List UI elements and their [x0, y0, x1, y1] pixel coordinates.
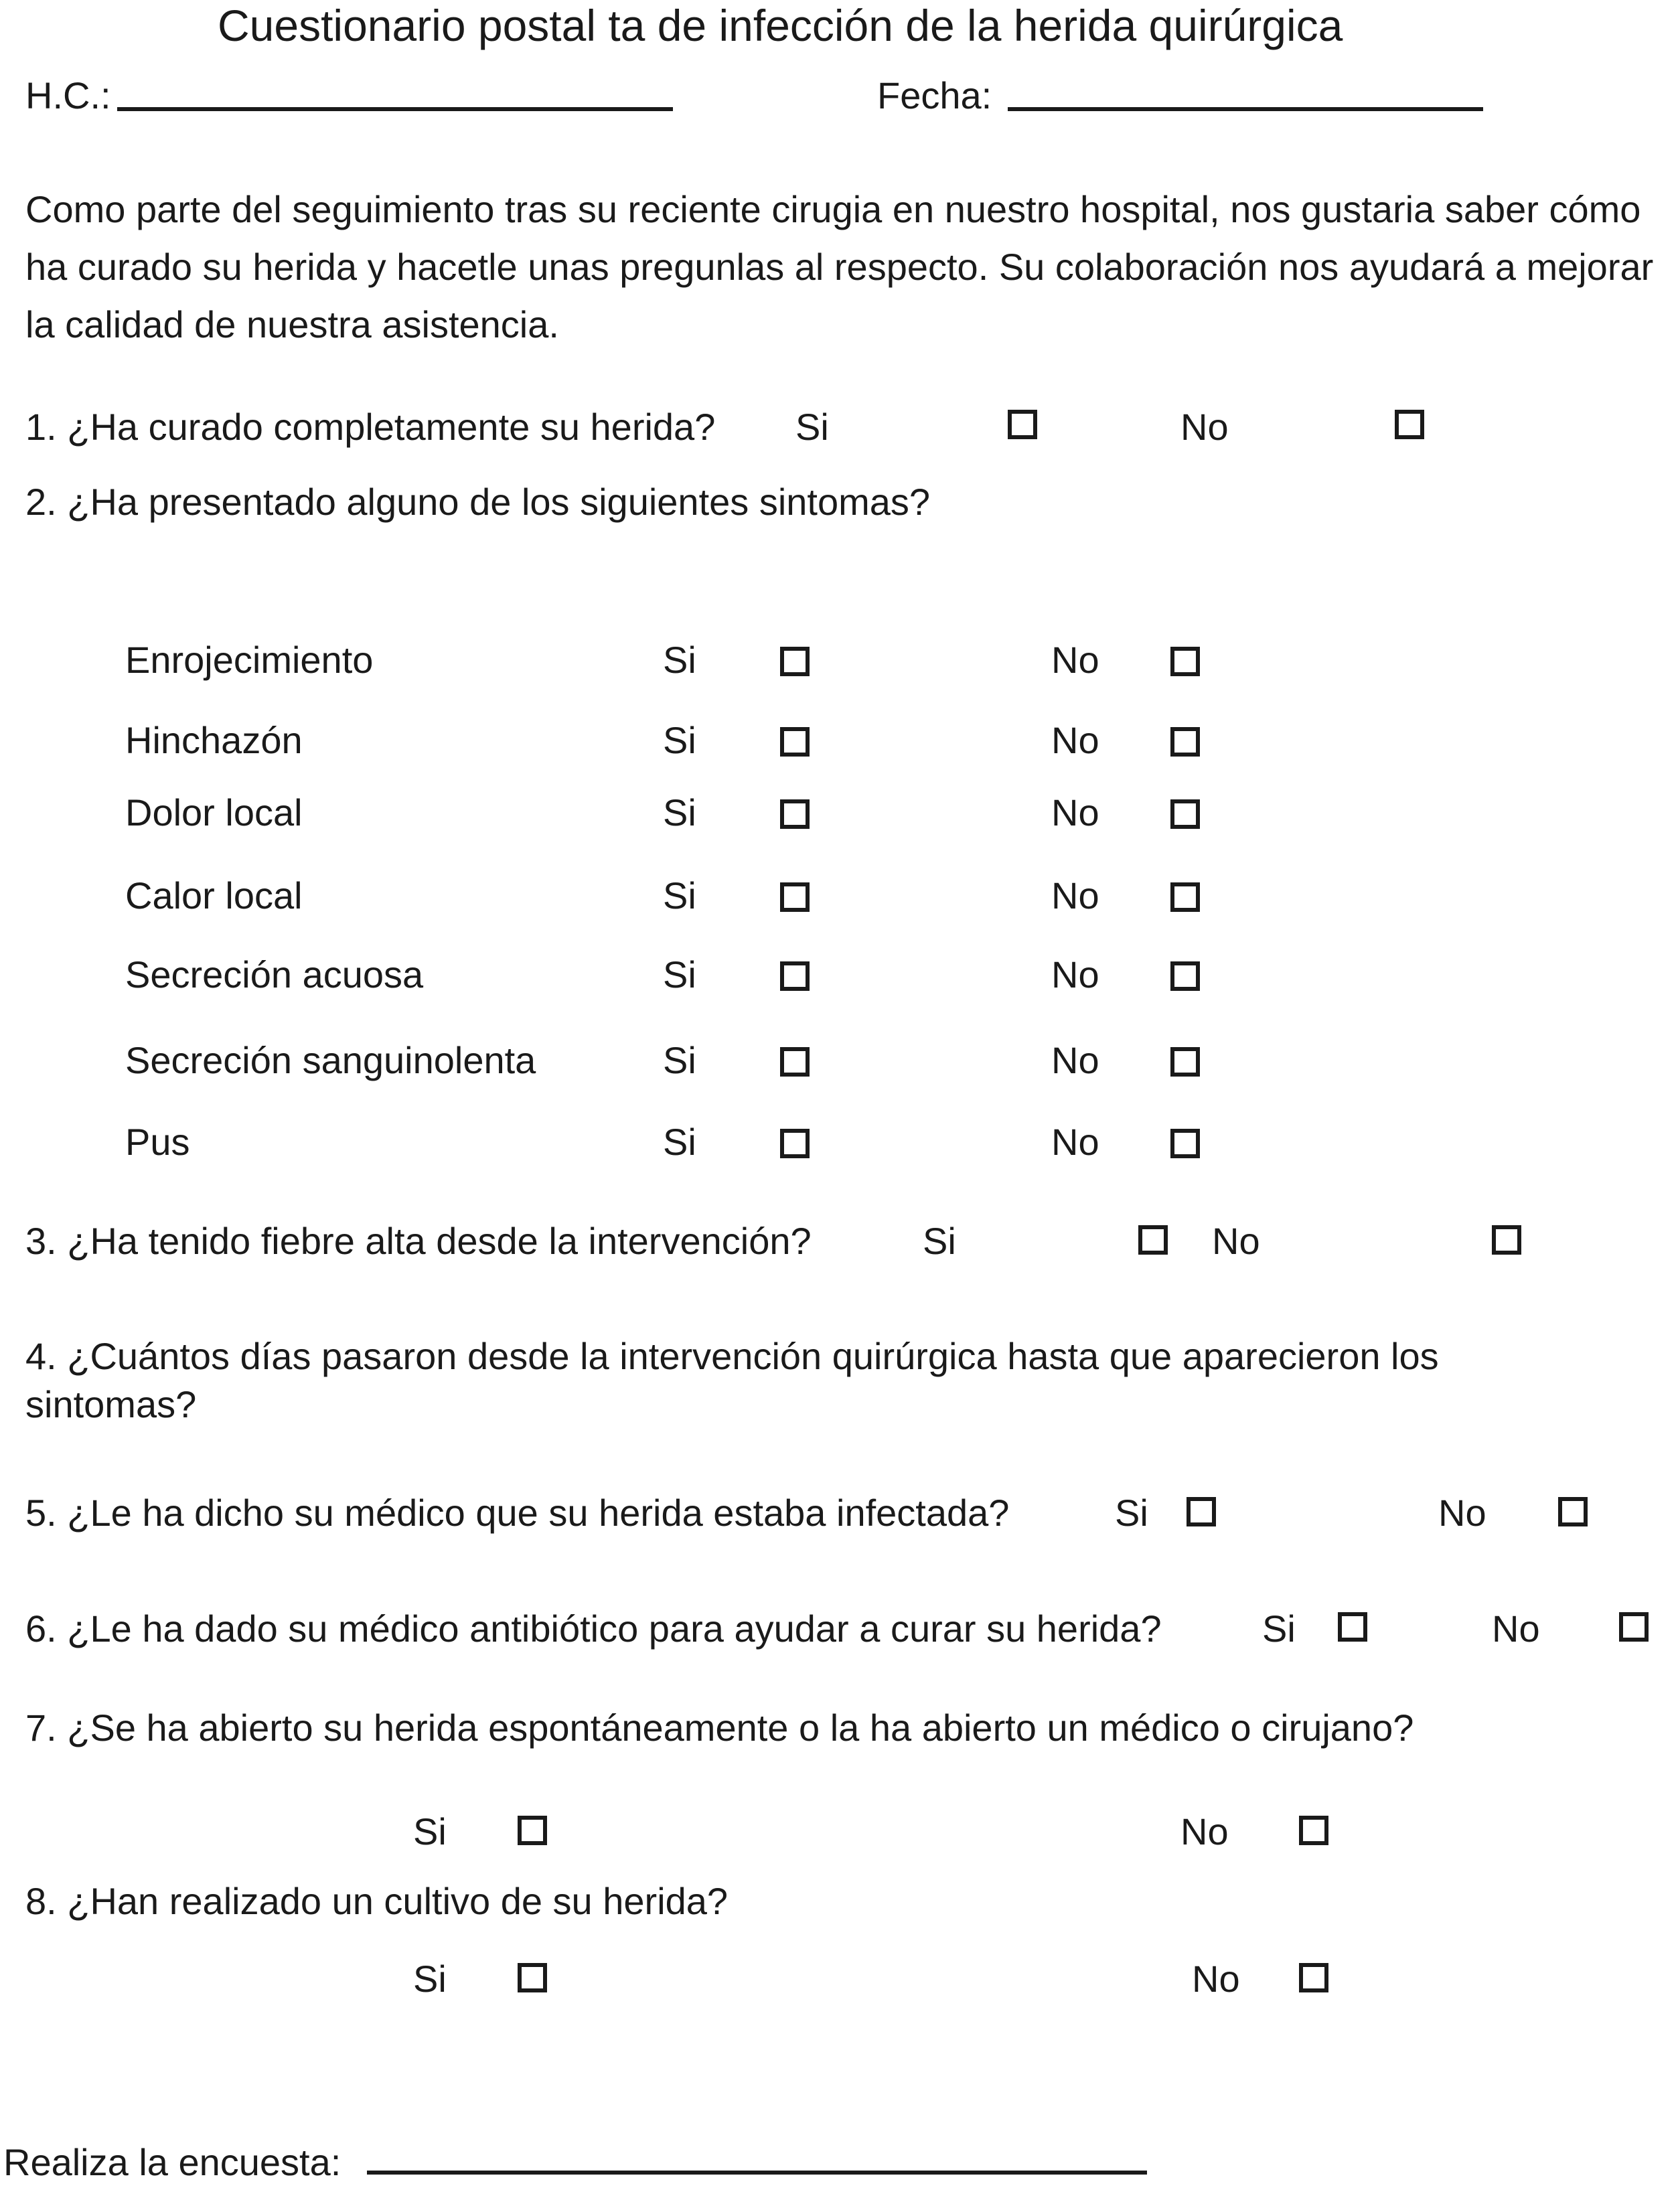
q1-si-checkbox[interactable] [1008, 410, 1037, 439]
question-3: 3. ¿Ha tenido fiebre alta desde la intervención? [25, 1220, 812, 1262]
q8-si-checkbox[interactable] [518, 1963, 547, 1992]
question-7: 7. ¿Se ha abierto su herida espontáneamente o la ha abierto un médico o cirujano? [25, 1707, 1414, 1749]
symptom-label: Pus [125, 1121, 190, 1163]
symptom-label: Secreción acuosa [125, 953, 424, 996]
symptom-si-checkbox[interactable] [780, 647, 810, 676]
question-1: 1. ¿Ha curado completamente su herida? [25, 406, 716, 448]
q6-si-label: Si [1262, 1607, 1296, 1650]
symptom-si-label: Si [663, 953, 696, 996]
realiza-field[interactable] [367, 2171, 1147, 2175]
symptom-no-checkbox[interactable] [1170, 799, 1200, 829]
symptom-si-checkbox[interactable] [780, 727, 810, 757]
symptom-no-checkbox[interactable] [1170, 647, 1200, 676]
symptom-si-label: Si [663, 1121, 696, 1163]
q8-no-checkbox[interactable] [1299, 1963, 1328, 1992]
symptom-si-label: Si [663, 874, 696, 917]
realiza-label: Realiza la encuesta: [3, 2141, 341, 2183]
symptom-no-checkbox[interactable] [1170, 961, 1200, 991]
q5-si-label: Si [1115, 1492, 1148, 1534]
symptom-no-label: No [1051, 791, 1099, 834]
q7-no-label: No [1180, 1810, 1229, 1853]
question-6: 6. ¿Le ha dado su médico antibiótico para ayudar a curar su herida? [25, 1607, 1162, 1650]
symptom-si-label: Si [663, 1039, 696, 1081]
symptom-label: Hinchazón [125, 719, 303, 761]
fecha-field[interactable] [1008, 107, 1483, 111]
q5-no-checkbox[interactable] [1558, 1497, 1588, 1526]
page-title: Cuestionario postal ta de infección de la herida quirúrgica [218, 1, 1343, 50]
question-8: 8. ¿Han realizado un cultivo de su herida? [25, 1880, 729, 1922]
q6-no-checkbox[interactable] [1619, 1612, 1649, 1642]
q5-si-checkbox[interactable] [1187, 1497, 1216, 1526]
q1-no-checkbox[interactable] [1395, 410, 1424, 439]
q3-no-label: No [1212, 1220, 1260, 1262]
q6-no-label: No [1492, 1607, 1540, 1650]
question-5: 5. ¿Le ha dicho su médico que su herida estaba infectada? [25, 1492, 1010, 1534]
q8-si-label: Si [413, 1958, 447, 2000]
q7-si-checkbox[interactable] [518, 1816, 547, 1845]
symptom-no-label: No [1051, 1039, 1099, 1081]
q6-si-checkbox[interactable] [1338, 1612, 1367, 1642]
symptom-no-label: No [1051, 719, 1099, 761]
symptom-si-label: Si [663, 791, 696, 834]
question-4: 4. ¿Cuántos días pasaron desde la intervención quirúrgica hasta que aparecieron los sintomas? [25, 1335, 1439, 1425]
symptom-no-label: No [1051, 874, 1099, 917]
q7-si-label: Si [413, 1810, 447, 1853]
symptom-no-label: No [1051, 953, 1099, 996]
symptom-si-label: Si [663, 719, 696, 761]
symptom-si-checkbox[interactable] [780, 1047, 810, 1077]
intro-paragraph: Como parte del seguimiento tras su reciente cirugia en nuestro hospital, nos gustaria saber cómo ha curado su herida y hacetle unas pregunlas al respecto. Su colaboración nos ayudará a mejorar la calidad de nuestra asistencia. [25, 188, 1654, 345]
q8-no-label: No [1192, 1958, 1240, 2000]
q1-no-label: No [1180, 406, 1229, 448]
symptom-label: Calor local [125, 874, 303, 917]
q3-si-checkbox[interactable] [1138, 1225, 1168, 1255]
symptom-si-label: Si [663, 639, 696, 681]
symptom-no-checkbox[interactable] [1170, 727, 1200, 757]
question-2: 2. ¿Ha presentado alguno de los siguientes sintomas? [25, 481, 931, 523]
q7-no-checkbox[interactable] [1299, 1816, 1328, 1845]
symptom-si-checkbox[interactable] [780, 882, 810, 912]
symptom-si-checkbox[interactable] [780, 799, 810, 829]
symptom-no-checkbox[interactable] [1170, 1129, 1200, 1158]
hc-field[interactable] [117, 107, 673, 111]
symptom-label: Dolor local [125, 791, 303, 834]
q5-no-label: No [1438, 1492, 1486, 1534]
q3-si-label: Si [923, 1220, 956, 1262]
q3-no-checkbox[interactable] [1492, 1225, 1521, 1255]
symptom-no-label: No [1051, 639, 1099, 681]
symptom-no-checkbox[interactable] [1170, 1047, 1200, 1077]
symptom-no-checkbox[interactable] [1170, 882, 1200, 912]
hc-label: H.C.: [25, 74, 111, 116]
symptom-si-checkbox[interactable] [780, 961, 810, 991]
symptom-label: Enrojecimiento [125, 639, 374, 681]
fecha-label: Fecha: [877, 74, 992, 116]
symptom-no-label: No [1051, 1121, 1099, 1163]
symptom-label: Secreción sanguinolenta [125, 1039, 536, 1081]
q1-si-label: Si [795, 406, 829, 448]
symptom-si-checkbox[interactable] [780, 1129, 810, 1158]
